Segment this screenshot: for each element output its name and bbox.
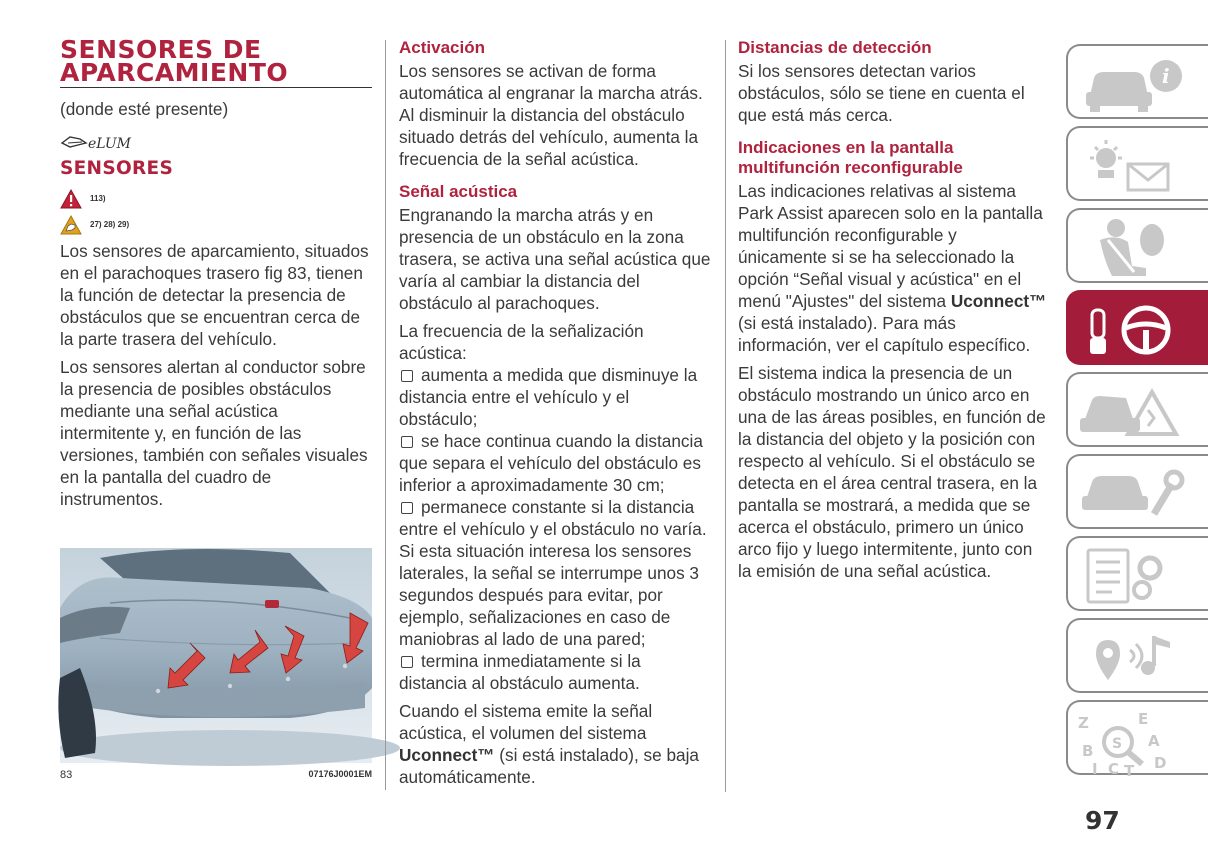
paragraph: Los sensores de aparcamiento, situados en el parachoques trasero fig 83, tienen la función de detectar la presencia de obstáculos que se encuentran cerca de la parte trasera del vehículo. <box>60 241 369 349</box>
list-item <box>399 364 711 430</box>
heading-indicaciones: Indicaciones en la pantalla multifunción reconfigurable <box>738 138 963 177</box>
svg-text:eLUM: eLUM <box>88 136 131 152</box>
text-run: (si está instalado), se baja automáticamente. <box>399 745 699 787</box>
paragraph: Engranando la marcha atrás y en presencia de un obstáculo en la zona trasera, se activa una señal acústica que varía al cambiar la distancia del obstáculo al parachoques. <box>399 205 711 313</box>
tab-emergency[interactable] <box>1066 372 1208 447</box>
car-info-icon <box>1068 46 1202 121</box>
svg-text:C: C <box>1108 760 1120 778</box>
tab-maintenance[interactable] <box>1066 454 1208 529</box>
brand-name: Uconnect™ <box>399 745 495 765</box>
checkbox-bullet-icon <box>401 436 413 448</box>
tab-index[interactable] <box>1066 700 1208 780</box>
warning-lights-envelope-icon <box>1068 128 1202 203</box>
warning-ref-number: 27) 28) 29) <box>90 220 130 229</box>
tab-multimedia[interactable] <box>1066 618 1208 693</box>
section-title-sensores: SENSORES <box>60 158 174 179</box>
figure-number: 83 <box>60 769 73 781</box>
paragraph-indicaciones <box>738 180 1050 356</box>
svg-text:S: S <box>1112 736 1123 752</box>
paragraph: Los sensores se activan de forma automática al engranar la marcha atrás. Al disminuir la distancia del obstáculo situado detrás del vehículo, aumenta la frecuencia de la señal acústica. <box>399 61 703 169</box>
column-3 <box>738 38 1050 588</box>
spec-sheet-gears-icon <box>1068 538 1202 613</box>
list-item <box>399 650 711 694</box>
column-1 <box>60 35 372 516</box>
elum-logo-icon <box>60 130 372 154</box>
list-item <box>399 430 711 496</box>
car-wrench-icon <box>1068 456 1202 531</box>
svg-text:T: T <box>1124 762 1135 780</box>
tab-starting-driving[interactable] <box>1066 290 1208 365</box>
hand-warning-icon <box>60 215 82 235</box>
checkbox-bullet-icon <box>401 502 413 514</box>
tab-specifications[interactable] <box>1066 536 1208 611</box>
column-divider <box>725 40 726 792</box>
heading-activacion: Activación <box>399 38 485 57</box>
warning-ref-danger <box>60 188 372 210</box>
checkbox-bullet-icon <box>401 656 413 668</box>
paragraph: La frecuencia de la señalización acústica: <box>399 321 644 363</box>
tab-safety[interactable] <box>1066 208 1208 283</box>
svg-text:i: i <box>1162 64 1170 88</box>
heading-senal-acustica: Señal acústica <box>399 182 518 201</box>
rear-car-sensor-illustration <box>60 548 372 763</box>
car-crash-warning-icon <box>1068 374 1202 449</box>
svg-text:I: I <box>1092 760 1098 778</box>
alphabet-index-search-icon <box>1068 702 1202 780</box>
seat-airbag-icon <box>1068 210 1202 285</box>
tab-car-info[interactable] <box>1066 44 1208 119</box>
paragraph: El sistema indica la presencia de un obstáculo mostrando un único arco en una de las áreas posibles, en función de la distancia del objeto y la posición con respecto al vehículo. Si el obstáculo se detecta en el área central trasera, en la pantalla se mostrará, a medida que se acerca el obstáculo, primero un único arco fijo y luego intermitente, junto con la emisión de una señal acústica. <box>738 363 1046 581</box>
heading-distancias: Distancias de detección <box>738 38 932 57</box>
list-item <box>399 496 711 650</box>
paragraph-volume <box>399 700 711 788</box>
title-divider <box>60 87 372 88</box>
tab-warning-lights[interactable] <box>1066 126 1208 201</box>
list-item-text: permanece constante si la distancia entre el vehículo y el obstáculo no varía. Si esta situación interesa los sensores laterales, la señal se interrumpe unos 3 segundos después para evitar, por ejemplo, señalizaciones en caso de maniobras al lado de una pared; <box>399 497 707 649</box>
svg-text:A: A <box>1148 732 1160 750</box>
figure-caption <box>60 769 372 781</box>
checkbox-bullet-icon <box>401 370 413 382</box>
page-title: SENSORES DE APARCAMIENTO <box>60 35 289 87</box>
figure-parking-sensors <box>60 548 372 763</box>
svg-text:D: D <box>1154 754 1167 772</box>
paragraph: Los sensores alertan al conductor sobre la presencia de posibles obstáculos mediante una señal acústica intermitente y, en función de las versiones, también con señales visuales en la pantalla del cuadro de instrumentos. <box>60 357 368 509</box>
list-item-text: se hace continua cuando la distancia que separa el vehículo del obstáculo es inferior a aproximadamente 30 cm; <box>399 431 703 495</box>
paragraph: Si los sensores detectan varios obstáculos, sólo se tiene en cuenta el que está más cerca. <box>738 61 1025 125</box>
column-2 <box>399 38 711 794</box>
list-item-text: termina inmediatamente si la distancia al obstáculo aumenta. <box>399 651 641 693</box>
page-number: 97 <box>1085 806 1120 835</box>
key-steering-wheel-icon <box>1068 292 1202 367</box>
list-item-text: aumenta a medida que disminuye la distancia entre el vehículo y el obstáculo; <box>399 365 698 429</box>
text-run: (si está instalado). Para más información, ver el capítulo específico. <box>738 313 1031 355</box>
svg-text:E: E <box>1138 710 1149 728</box>
svg-text:B: B <box>1082 742 1094 760</box>
multimedia-location-music-icon <box>1068 620 1202 695</box>
figure-id: 07176J0001EM <box>308 769 372 779</box>
warning-ref-number: 113) <box>90 194 106 203</box>
brand-name: Uconnect™ <box>950 291 1047 311</box>
availability-note: (donde esté presente) <box>60 99 229 119</box>
warning-ref-caution <box>60 214 372 236</box>
column-divider <box>385 40 386 790</box>
text-run: Las indicaciones relativas al sistema Park Assist aparecen solo en la pantalla multifunción reconfigurable y únicamente si se ha seleccionado la opción “Señal visual y acústica" en el menú "Ajustes" del sistema <box>738 181 1043 311</box>
danger-triangle-icon <box>60 189 82 209</box>
text-run: Cuando el sistema emite la señal acústica, el volumen del sistema <box>399 701 653 743</box>
svg-text:Z: Z <box>1078 714 1089 732</box>
